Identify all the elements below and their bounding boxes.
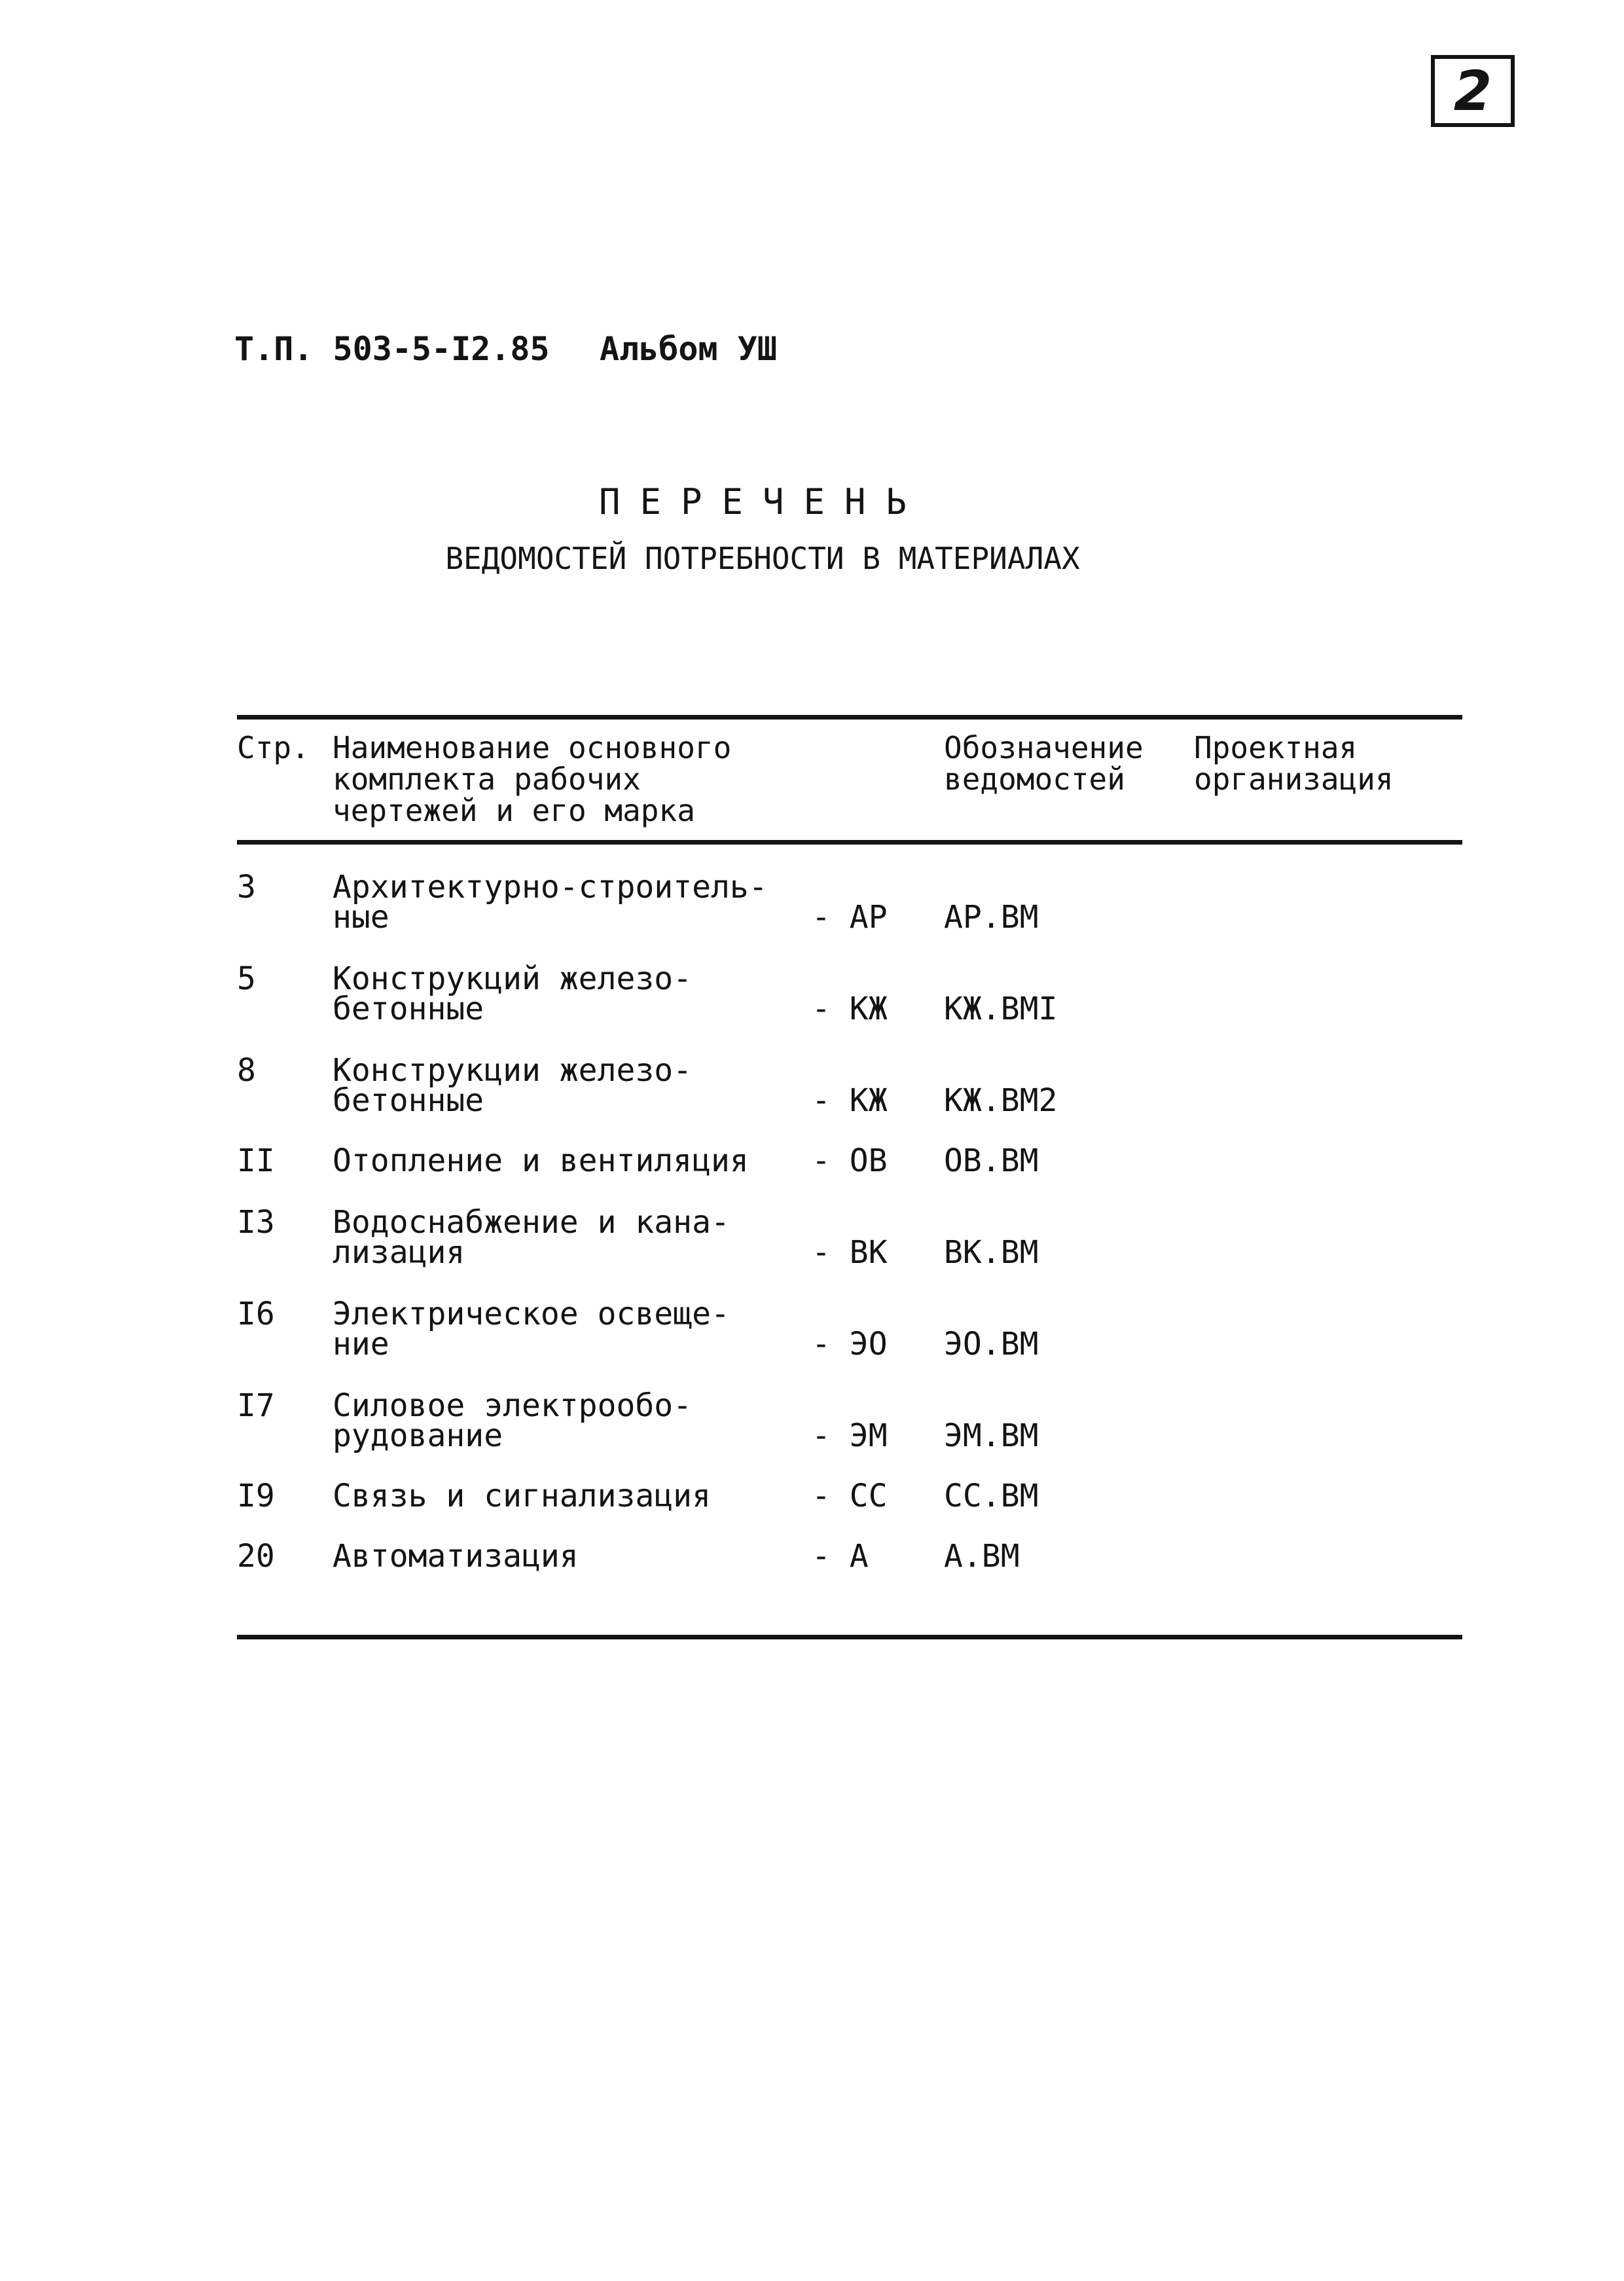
album-label: Альбом УШ (600, 330, 777, 368)
table-row (0, 869, 1624, 938)
row-name: Связь и сигнализация (333, 1478, 711, 1514)
table-row (0, 1478, 1624, 1546)
row-mark: - ВК (812, 1234, 888, 1271)
row-mark: - ЭО (812, 1326, 888, 1362)
column-header-organization: Проектная организация (1194, 730, 1394, 797)
row-mark: - ЭМ (812, 1417, 888, 1454)
table-header-rule (237, 840, 1462, 845)
row-code: СС.ВМ (944, 1478, 1039, 1514)
row-code: АР.ВМ (944, 899, 1039, 936)
table-row (0, 1538, 1624, 1607)
column-header-code: Обозначение ведомостей (944, 730, 1144, 797)
row-name: Электрическое освеще- ние (333, 1296, 730, 1362)
column-header-page: Стр. (237, 730, 310, 765)
row-page: 5 (237, 960, 256, 997)
row-name: Конструкции железо- бетонные (333, 1052, 693, 1119)
row-code: ЭО.ВМ (944, 1326, 1039, 1362)
table-row (0, 1296, 1624, 1364)
row-mark: - СС (812, 1478, 888, 1514)
row-page: 20 (237, 1538, 275, 1575)
row-page: I7 (237, 1387, 275, 1424)
row-name: Архитектурно-строитель- ные (333, 869, 768, 936)
document-code: Т.П. 503-5-I2.85 (234, 330, 550, 368)
row-code: А.ВМ (944, 1538, 1020, 1575)
row-name: Конструкций железо- бетонные (333, 960, 693, 1027)
row-mark: - ОВ (812, 1142, 888, 1179)
document-title: ПЕРЕЧЕНЬ (598, 481, 927, 522)
row-code: ЭМ.ВМ (944, 1417, 1039, 1454)
table-row (0, 1052, 1624, 1121)
table-row (0, 1387, 1624, 1456)
row-code: КЖ.ВМI (944, 991, 1058, 1027)
row-mark: - КЖ (812, 991, 888, 1027)
document-subtitle: ВЕДОМОСТЕЙ ПОТРЕБНОСТИ В МАТЕРИАЛАХ (445, 541, 1080, 576)
row-page: II (237, 1142, 275, 1179)
table-top-rule (237, 715, 1462, 720)
row-mark: - АР (812, 899, 888, 936)
row-name: Водоснабжение и кана- лизация (333, 1204, 730, 1271)
row-code: КЖ.ВМ2 (944, 1082, 1058, 1119)
row-name: Отопление и вентиляция (333, 1142, 749, 1179)
row-page: I3 (237, 1204, 275, 1241)
row-page: 3 (237, 869, 256, 905)
row-page: 8 (237, 1052, 256, 1089)
table-row (0, 1142, 1624, 1211)
row-mark: - КЖ (812, 1082, 888, 1119)
table-row (0, 1204, 1624, 1273)
row-mark: - А (812, 1538, 869, 1575)
row-page: I9 (237, 1478, 275, 1514)
row-name: Силовое электрообо- рудование (333, 1387, 693, 1454)
row-page: I6 (237, 1296, 275, 1332)
page-number: 2 (1431, 55, 1515, 127)
table-bottom-rule (237, 1635, 1462, 1639)
row-code: ОВ.ВМ (944, 1142, 1039, 1179)
row-code: ВК.ВМ (944, 1234, 1039, 1271)
row-name: Автоматизация (333, 1538, 579, 1575)
column-header-name: Наименование основного комплекта рабочих чертежей и его марка (333, 730, 732, 828)
table-row (0, 960, 1624, 1029)
